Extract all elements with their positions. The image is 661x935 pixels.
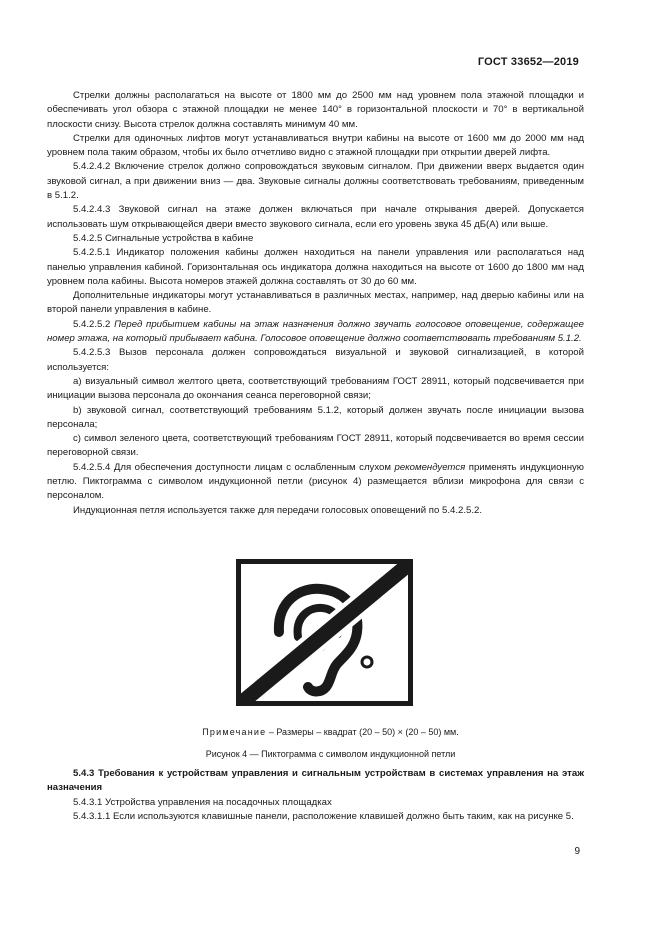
document-code: ГОСТ 33652—2019	[477, 56, 579, 68]
italic-recommended: рекомендуется	[394, 461, 466, 473]
list-item-b: b) звуковой сигнал, соответствующий требованиям 5.1.2, который должен звучать после инициации вызова персонала;	[47, 404, 584, 430]
paragraph-5-4-2-4-2: 5.4.2.4.2 Включение стрелок должно сопровождаться звуковым сигналом. При движении вверх выдается один звуковой сигнал, а при движении вниз — два. Звуковые сигналы должны соответствовать требованиям, приведенным в 5.1.2.	[47, 161, 584, 202]
heading-5-4-2-5: 5.4.2.5 Сигнальные устройства в кабине	[73, 232, 254, 244]
paragraph-5-4-2-5-2	[47, 318, 584, 347]
main-text	[47, 89, 584, 518]
paragraph-5-4-2-5-3: 5.4.2.5.3 Вызов персонала должен сопровождаться визуальной и звуковой сигнализацией, в которой используется:	[47, 347, 584, 373]
note-text: – Размеры – квадрат (20 – 50) × (20 – 50) мм.	[266, 727, 459, 737]
hearing-loop-icon	[236, 559, 413, 706]
list-item-c: с) символ зеленого цвета, соответствующий требованиям ГОСТ 28911, который подсвечивается во время сессии переговорной связи.	[47, 433, 584, 459]
figure-caption: Рисунок 4 — Пиктограмма с символом индукционной петли	[205, 749, 456, 759]
paragraph-induction-loop: Индукционная петля используется также для передачи голосовых оповещений по 5.4.2.5.2.	[73, 504, 483, 516]
list-item-a: а) визуальный символ желтого цвета, соответствующий требованиям ГОСТ 28911, который подсвечивается при инициации вызова персонала до окончания сеанса переговорной связи;	[47, 375, 584, 402]
section-title: 5.4.3 Требования к устройствам управления и сигнальным устройствам в системах управления на этаж назначения	[47, 768, 584, 794]
paragraph-5-4-2-5-1: 5.4.2.5.1 Индикатор положения кабины должен находиться на панели управления или располагаться над панелью управления кабиной. Горизонтальная ось индикатора должна находиться на высоте от 1600 до 1800 мм над уровнем пола кабины. Высота номеров этажей должна составлять от 30 до 60 мм.	[47, 247, 584, 287]
subsection-title: 5.4.3.1 Устройства управления на посадочных площадках	[73, 796, 332, 808]
paragraph-arrows-height: Стрелки должны располагаться на высоте от 1800 мм до 2500 мм над уровнем пола этажной площадки и обеспечивать угол обзора с этажной площадки не менее 140° в горизонтальной плоскости и 70° в вертикальной плоскости снизу. Высота стрелок должна составлять минимум 40 мм.	[47, 90, 584, 130]
paragraph-arrows-single-lift: Стрелки для одиночных лифтов могут устанавливаться внутри кабины на высоте от 1600 мм до 2000 мм над уровнем пола таким образом, чтобы их было отчетливо видно с этажной площадки при открытии дверей лифта.	[47, 132, 584, 159]
subsection-text: 5.4.3.1.1 Если используются клавишные панели, расположение клавишей должно быть таким, как на рисунке 5.	[73, 810, 574, 822]
page-number: 9	[574, 846, 580, 857]
section-5-4-3	[47, 767, 584, 824]
clause-number: 5.4.2.5.2	[73, 318, 111, 330]
figure-4	[236, 559, 413, 706]
paragraph-additional-indicators: Дополнительные индикаторы могут устанавливаться в различных местах, например, над дверью кабины или на второй панели управления в кабине.	[47, 290, 584, 316]
figure-note	[0, 727, 661, 737]
paragraph-5-4-2-4-3: 5.4.2.4.3 Звуковой сигнал на этаже должен включаться при начале открывания дверей. Допускается использовать шум открывающейся двери вместо звукового сигнала, если его уровень звука 45 дБ(А) или выше.	[47, 204, 584, 230]
italic-requirement: Перед прибытием кабины на этаж назначения должно звучать голосовое оповещение, содержащее номер этажа, на который прибывает кабина. Голосовое оповещение должно соответствовать требованиям 5.1.2.	[47, 318, 584, 345]
paragraph-5-4-2-5-4: 5.4.2.5.4 Для обеспечения доступности лицам с ослабленным слухом рекомендуется применять индукционную петлю. Пиктограмма с символом индукционной петли (рисунок 4) размещается вблизи микрофона для связи с персоналом.	[47, 461, 584, 502]
note-label: Примечание	[202, 727, 267, 737]
